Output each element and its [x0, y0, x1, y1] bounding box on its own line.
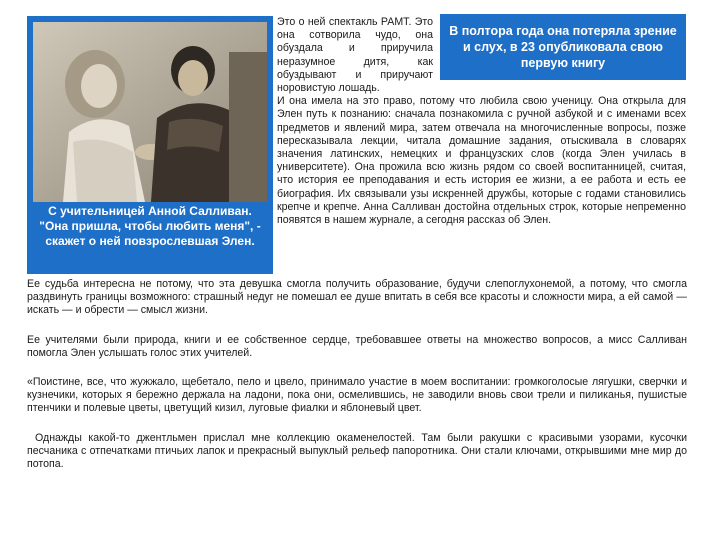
body-paragraph-1: Ее судьба интересна не потому, что эта девушка смогла получить образование, будучи слепоглухонемой, а потому, что смогла раздвинуть границы возможного: страшный недуг не помешал ее душе впитать в себя все красоты и сложности мира, а ей самой — искать — и обрести — смысл жизни. — [27, 278, 687, 317]
body-paragraph-2: Ее учителями были природа, книги и ее собственное сердце, требовавшее ответы на множество вопросов, а мисс Салливан помогла Элен услышать голос этих учителей. — [27, 334, 687, 360]
photo-panel — [27, 16, 273, 274]
body-paragraph-4: Однажды какой-то джентльмен прислал мне коллекцию окаменелостей. Там были ракушки с красивыми узорами, кусочки песчаника с отпечатками птичьих лапок и прекрасный выпуклый рельеф папоротника. Они стали ключами, открывшими мне мир до потопа. — [27, 432, 687, 471]
body-paragraph-3: «Поистине, все, что жужжало, щебетало, пело и цвело, принимало участие в моем воспитании: громкоголосые лягушки, сверчки и кузнечики, которых я бережно держала на ладони, пока они, осмелившись, не заводили вновь свои трели и пиликанья, пушистые птенчики и полевые цветы, цветущий кизил, луговые фиалки и яблоневый цвет. — [27, 376, 687, 415]
right-column — [277, 16, 686, 227]
photo-caption: С учительницей Анной Салливан. "Она пришла, чтобы любить меня", - скажет о ней повзрослевшая Элен. — [39, 204, 261, 248]
right-paragraph-1: Это о ней спектакль РАМТ. Это она сотворила чудо, она обуздала и приручила неразумное дитя, как обуздывают и приручают норовистую лошадь. — [277, 16, 433, 95]
highlight-box: В полтора года она потеряла зрение и слух, в 23 опубликовала свою первую книгу — [440, 14, 686, 80]
right-paragraph-2: И она имела на это право, потому что любила свою ученицу. Она открыла для Элен путь к познанию: сначала познакомила с ручной азбукой и с именами всех предметов и явлений мира, затем отвечала на многочисленные вопросы, позже пересказывала лекции, читала домашние задания, отыскивала в словарях значения латинских, немецких и французских слов (когда Элен училась в университете). Она прожила всю жизнь рядом со своей воспитанницей, считая, что история ее преподавания и есть история ее жизни, а ее работа и есть ее биография. Их связывали узы искренней дружбы, которые с годами становились крепче и крепче. Анна Салливан достойна отдельных строк, которые непременно появятся в нашем журнале, а сегодня рассказ об Элен. — [277, 95, 686, 227]
photo-illustration — [33, 22, 267, 202]
sepia-photo — [33, 22, 267, 202]
